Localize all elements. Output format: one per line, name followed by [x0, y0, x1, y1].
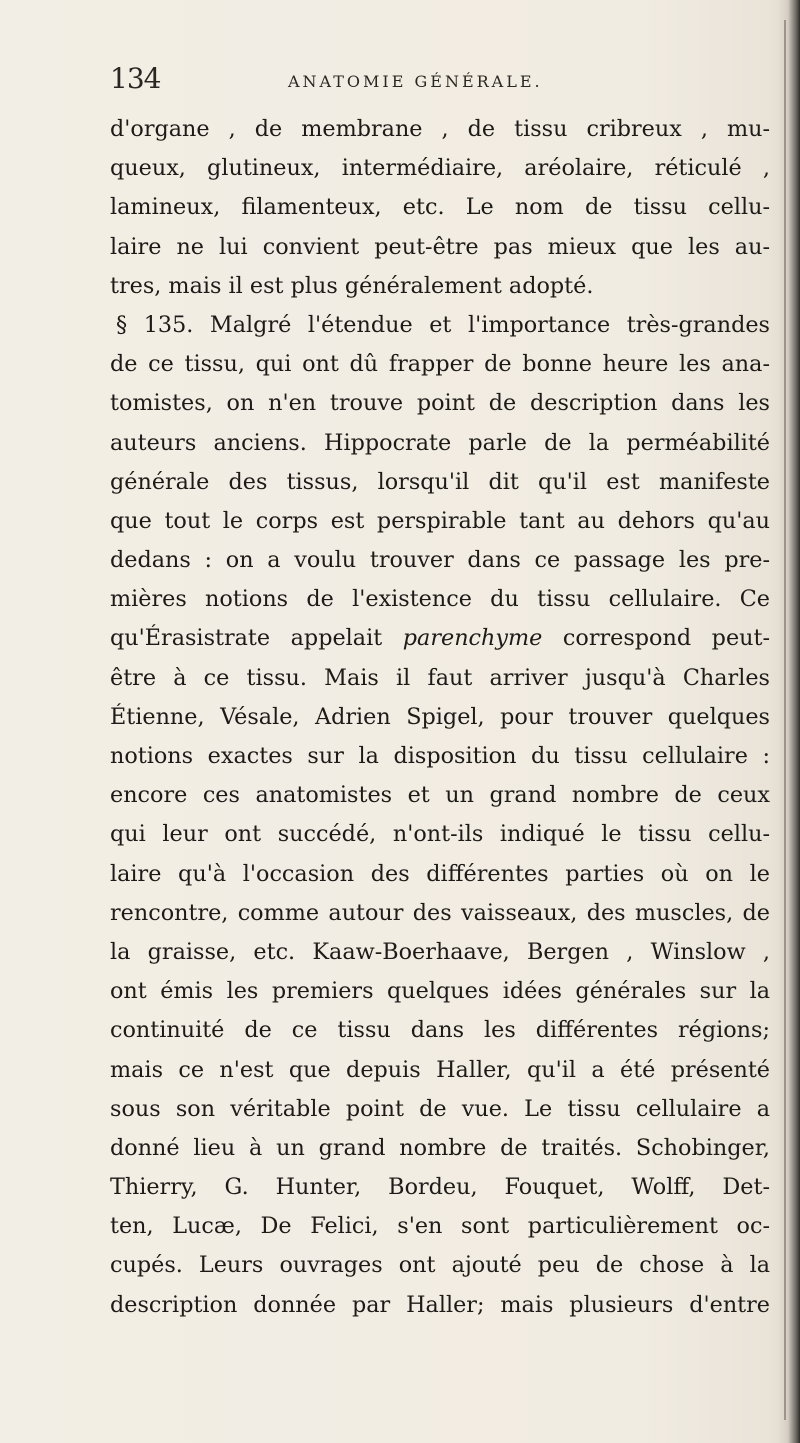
text-line: sous son véritable point de vue. Le tissu cellulaire a: [110, 1095, 770, 1122]
text-line: générale des tissus, lorsqu'il dit qu'il est manifeste: [110, 468, 770, 495]
text-line: mières notions de l'existence du tissu cellulaire. Ce: [110, 586, 770, 613]
body-text: [110, 110, 770, 1325]
text-line: laire ne lui convient peut-être pas mieux que les au-: [110, 233, 770, 260]
text-line: mais ce n'est que depuis Haller, qu'il a été présenté: [110, 1056, 770, 1083]
text-line: notions exactes sur la disposition du tissu cellulaire :: [110, 743, 770, 769]
text-line: continuité de ce tissu dans les différentes régions;: [110, 1017, 770, 1044]
page-number: 134: [110, 62, 161, 95]
text-line: cupés. Leurs ouvrages ont ajouté peu de chose à la: [110, 1252, 770, 1279]
text-line: lamineux, filamenteux, etc. Le nom de tissu cellu-: [110, 194, 770, 221]
text-line: tres, mais il est plus généralement adopté.: [110, 272, 594, 299]
text-line: laire qu'à l'occasion des différentes parties où on le: [110, 860, 770, 887]
text-line: ten, Lucæ, De Felici, s'en sont particulièrement oc-: [110, 1213, 770, 1240]
text-segment: qu'Érasistrate appelait: [110, 625, 383, 652]
italic-term: parenchyme: [402, 625, 543, 652]
text-line: dedans : on a voulu trouver dans ce passage les pre-: [110, 547, 770, 574]
text-line: § 135. Malgré l'étendue et l'importance très-grandes: [116, 311, 770, 338]
text-segment: correspond peut-: [562, 625, 771, 652]
page-header: [110, 62, 710, 102]
text-line: être à ce tissu. Mais il faut arriver jusqu'à Charles: [110, 664, 770, 691]
text-line: encore ces anatomistes et un grand nombre de ceux: [110, 782, 770, 809]
text-line: Étienne, Vésale, Adrien Spigel, pour trouver quelques: [110, 703, 770, 730]
text-line: tomistes, on n'en trouve point de description dans les: [110, 390, 770, 417]
text-line: que tout le corps est perspirable tant au dehors qu'au: [110, 507, 770, 534]
page-edge-shadow: [778, 0, 800, 1443]
text-line: la graisse, etc. Kaaw-Boerhaave, Bergen , Winslow ,: [110, 938, 770, 965]
text-line-with-italic: [110, 619, 770, 658]
text-line: ont émis les premiers quelques idées générales sur la: [110, 978, 770, 1005]
text-line: rencontre, comme autour des vaisseaux, des muscles, de: [110, 899, 770, 926]
text-line: d'organe , de membrane , de tissu cribreux , mu-: [110, 116, 770, 142]
text-line: auteurs anciens. Hippocrate parle de la perméabilité: [110, 429, 770, 456]
text-line: queux, glutineux, intermédiaire, aréolaire, réticulé ,: [110, 155, 770, 182]
text-line: description donnée par Haller; mais plusieurs d'entre: [110, 1291, 770, 1318]
text-line: qui leur ont succédé, n'ont-ils indiqué le tissu cellu-: [110, 821, 770, 848]
running-head: ANATOMIE GÉNÉRALE.: [288, 72, 543, 91]
text-line: donné lieu à un grand nombre de traités. Schobinger,: [110, 1134, 770, 1161]
text-line: de ce tissu, qui ont dû frapper de bonne heure les ana-: [110, 351, 770, 378]
text-line: Thierry, G. Hunter, Bordeu, Fouquet, Wolff, Det-: [110, 1174, 770, 1201]
page-edge-line: [784, 20, 786, 1420]
